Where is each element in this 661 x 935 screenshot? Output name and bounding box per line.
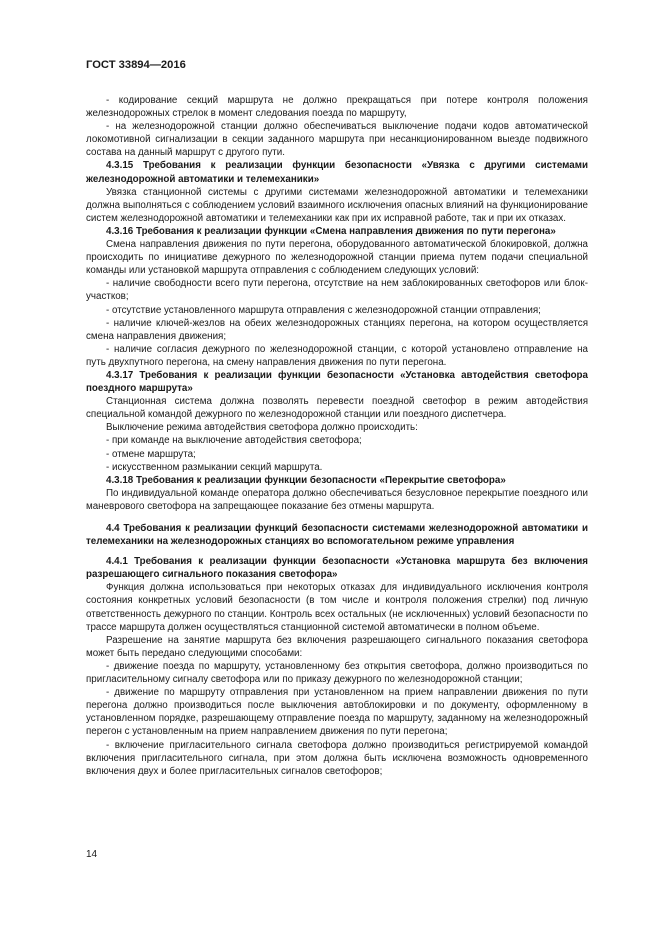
paragraph: Выключение режима автодействия светофора должно происходить: bbox=[106, 422, 418, 434]
paragraph: Функция должна использоваться при некоторых отказах для индивидуального исключения контроля состояния конкретных условий безопасности (в том числе и контроля положения стрелки) под личную ответственность дежурного по станции. Контроль всех остальных (не исключенных) условий безопасности по трассе маршрута должен осуществляться станционной системой автоматически в полном объеме. bbox=[86, 582, 588, 633]
paragraph: Смена направления движения по пути перегона, оборудованного автоматической блокировкой, должна происходить по инициативе дежурного по железнодорожной станции приема путем подачи специальной команды или установкой маршрута отправления с соблюдением следующих условий: bbox=[86, 239, 588, 277]
list-item: - при команде на выключение автодействия светофора; bbox=[106, 435, 362, 447]
list-item: - искусственном размыкании секций маршрута. bbox=[106, 461, 323, 473]
list-item: - наличие согласия дежурного по железнодорожной станции, с которой установлено отправление на путь двухпутного перегона, на смену направления движения по пути перегона. bbox=[86, 343, 588, 368]
list-item: - движение поезда по маршруту, установленному без открытия светофора, должно производиться по пригласительному сигналу светофора или по приказу дежурного по железнодорожной станции; bbox=[86, 660, 588, 686]
list-item: - наличие свободности всего пути перегона, отсутствие на нем заблокированных светофоров или блок-участков; bbox=[86, 278, 588, 303]
section-heading-4-4: 4.4 Требования к реализации функций безопасности системами железнодорожной автоматики и телемеханики на железнодорожных станциях во вспомогательном режиме управления bbox=[86, 523, 588, 548]
paragraph: - кодирование секций маршрута не должно прекращаться при потере контроля положения железнодорожных стрелок в момент следования поезда по маршруту, bbox=[86, 95, 588, 120]
document-header: ГОСТ 33894—2016 bbox=[86, 59, 186, 71]
section-heading-4-3-17: 4.3.17 Требования к реализации функции безопасности «Установка автодействия светофора поездного маршрута» bbox=[86, 369, 588, 395]
section-heading-4-3-15: 4.3.15 Требования к реализации функции безопасности «Увязка с другими системами железнодорожной автоматики и телемеханики» bbox=[86, 160, 588, 185]
list-item: - включение пригласительного сигнала светофора должно производиться регистрируемой командой включения пригласительного сигнала, при этом должна быть исключена возможность одновременного включения двух и более пригласительных сигналов светофоров; bbox=[86, 739, 588, 777]
paragraph: Станционная система должна позволять перевести поездной светофор в режим автодействия специальной командой дежурного по железнодорожной станции или поездного диспетчера. bbox=[86, 396, 588, 421]
section-heading-4-4-1: 4.4.1 Требования к реализации функции безопасности «Установка маршрута без включения разрешающего сигнального показания светофора» bbox=[86, 556, 588, 581]
list-item: - наличие ключей-жезлов на обеих железнодорожных станциях перегона, на котором осуществляется смена направления движения; bbox=[86, 317, 588, 342]
paragraph: По индивидуальной команде оператора должно обеспечиваться безусловное перекрытие поездного или маневрового светофора на запрещающее показание без отмены маршрута. bbox=[86, 487, 588, 512]
document-body bbox=[86, 94, 588, 778]
paragraph: Разрешение на занятие маршрута без включения разрешающего сигнального показания светофора может быть передано следующими способами: bbox=[86, 634, 588, 659]
section-heading-4-3-18: 4.3.18 Требования к реализации функции безопасности «Перекрытие светофора» bbox=[106, 474, 506, 486]
list-item: - отсутствие установленного маршрута отправления с железнодорожной станции отправления; bbox=[106, 304, 541, 316]
paragraph: - на железнодорожной станции должно обеспечиваться выключение подачи кодов автоматической локомотивной сигнализации в секции заданного маршрута при несанкционированном выезде подвижного состава на данный маршрут с другого пути. bbox=[86, 121, 588, 159]
page-number: 14 bbox=[86, 849, 98, 860]
paragraph: Увязка станционной системы с другими системами железнодорожной автоматики и телемеханики должна выполняться с соблюдением условий взаимного исключения опасных влияний на функционирование систем железнодорожной автоматики и телемеханики как при их исправной работе, так и при их отказах. bbox=[86, 186, 588, 224]
list-item: - отмене маршрута; bbox=[106, 448, 196, 460]
list-item: - движение по маршруту отправления при установленном на прием направлении движения по пути перегона должно производиться после выключения автоблокировки и по документу, оформленному в установленном порядке, разрешающему отправление поезда по маршруту, заданному на железнодорожный перегон с установленным на прием направлением движения по пути перегона; bbox=[86, 687, 588, 738]
section-heading-4-3-16: 4.3.16 Требования к реализации функции «Смена направления движения по пути перегона» bbox=[106, 225, 556, 237]
